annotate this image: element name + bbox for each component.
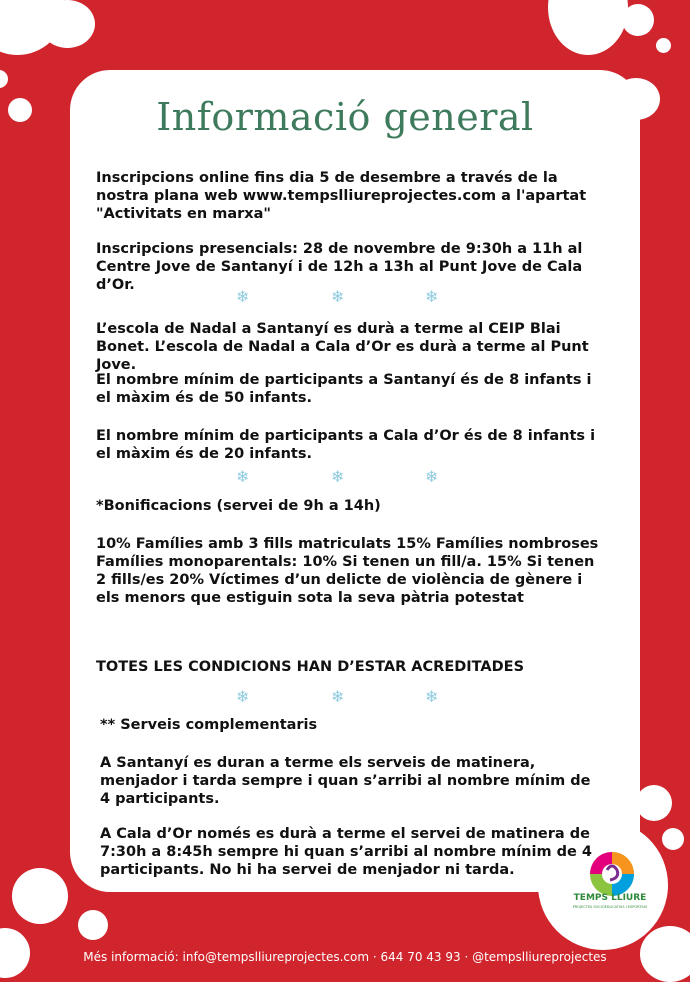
snowflake-icon: ❄ — [236, 289, 250, 306]
conditions-notice: TOTES LES CONDICIONS HAN D’ESTAR ACREDITADES — [96, 659, 525, 675]
snowflake-icon: ❄ — [331, 469, 345, 486]
decor-circle — [78, 910, 108, 940]
footer-contact: Més informació: info@tempslliureprojectes.com · 644 70 43 93 · @tempslliureprojectes — [83, 950, 607, 964]
decor-circle — [0, 70, 8, 88]
logo-subtitle: PROJECTES SOCIOEDUCATIUS I ESPORTIUS — [572, 905, 648, 909]
page-title: Informació general — [156, 95, 534, 139]
santanyi-capacity-text: El nombre mínim de participants a Santanyí és de 8 infants i el màxim és de 50 infants. — [96, 372, 592, 406]
decor-circle — [662, 828, 684, 850]
decor-circle — [636, 785, 672, 821]
decor-circle — [656, 38, 671, 53]
snowflake-icon: ❄ — [425, 689, 439, 706]
school-locations-text: L’escola de Nadal a Santanyí es durà a terme al CEIP Blai Bonet. L’escola de Nadal a Cala d’Or es durà a terme al Punt Jove. — [96, 321, 589, 373]
snowflake-icon: ❄ — [331, 689, 345, 706]
snowflake-icon: ❄ — [425, 289, 439, 306]
decor-circle — [548, 0, 628, 55]
snowflake-icon: ❄ — [331, 289, 345, 306]
snowflake-icon: ❄ — [236, 689, 250, 706]
cala-dor-capacity-text: El nombre mínim de participants a Cala d’Or és de 8 infants i el màxim és de 20 infants. — [96, 428, 596, 462]
decor-circle — [622, 4, 654, 36]
logo-name: TEMPS LLIURE — [573, 893, 647, 903]
decor-circle — [12, 868, 68, 924]
cala-dor-services-text: A Cala d’Or només es durà a terme el servei de matinera de 7:30h a 8:45h sempre hi quan s’arribi al nombre mínim de 4 participants. No hi ha servei de menjador ni tarda. — [100, 826, 592, 878]
in-person-registration-text: Inscripcions presencials: 28 de novembre de 9:30h a 11h al Centre Jove de Santanyí i de 12h a 13h al Punt Jove de Cala d’Or. — [96, 241, 583, 293]
snowflake-icon: ❄ — [425, 469, 439, 486]
online-registration-text: Inscripcions online fins dia 5 de desembre a través de la nostra plana web www.tempslliureprojectes.com a l'apartat "Activitats en marxa" — [96, 170, 587, 222]
complementary-services-heading: ** Serveis complementaris — [100, 717, 318, 733]
decor-circle — [40, 0, 95, 48]
discounts-list: 10% Famílies amb 3 fills matriculats 15% Famílies nombroses Famílies monoparentals: 10% Si tenen un fill/a. 15% Si tenen 2 fills/es 20% Víctimes d’un delicte de violència de gènere i els menors que estiguin sota la seva pàtria potestat — [96, 536, 599, 606]
discounts-heading: *Bonificacions (servei de 9h a 14h) — [96, 498, 381, 514]
snowflake-icon: ❄ — [236, 469, 250, 486]
santanyi-services-text: A Santanyí es duran a terme els serveis de matinera, menjador i tarda sempre i quan s’arribi al nombre mínim de 4 participants. — [100, 755, 591, 807]
